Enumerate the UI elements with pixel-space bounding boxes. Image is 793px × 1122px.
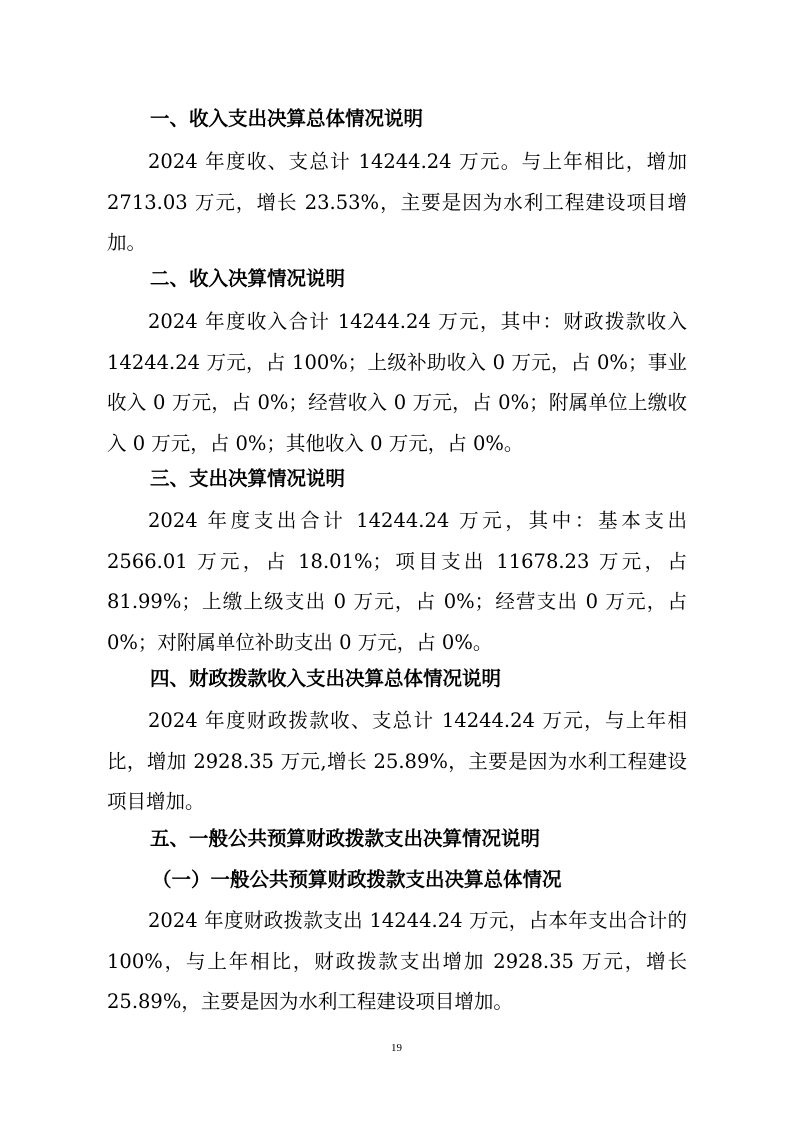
page-number: 19: [391, 1042, 402, 1054]
section-1-heading: 一、收入支出决算总体情况说明: [150, 107, 424, 130]
section-4-heading: 四、财政拨款收入支出决算总体情况说明: [150, 667, 502, 690]
section-1-paragraph: 2024 年度收、支总计 14244.24 万元。与上年相比，增加 2713.03 万元，增长 23.53%，主要是因为水利工程建设项目增加。: [107, 150, 687, 255]
section-3-heading: 三、支出决算情况说明: [150, 467, 346, 490]
section-2-heading: 二、收入决算情况说明: [150, 267, 346, 290]
section-5-paragraph: 2024 年度财政拨款支出 14244.24 万元，占本年支出合计的 100%，与上年相比，财政拨款支出增加 2928.35 万元，增长 25.89%，主要是因为水利工程建设项目增加。: [107, 909, 687, 1014]
section-5-subheading: （一）一般公共预算财政拨款支出决算总体情况: [152, 868, 562, 891]
section-5-heading: 五、一般公共预算财政拨款支出决算情况说明: [150, 827, 541, 850]
section-2-paragraph: 2024 年度收入合计 14244.24 万元，其中：财政拨款收入 14244.24 万元，占 100%；上级补助收入 0 万元，占 0%；事业收入 0 万元，占 0%；经营收入 0 万元，占 0%；附属单位上缴收入 0 万元，占 0%；其他收入 0 万元，占 0%。: [107, 310, 687, 456]
section-3-paragraph: 2024 年度支出合计 14244.24 万元，其中：基本支出 2566.01 万元，占 18.01%；项目支出 11678.23 万元，占 81.99%；上缴上级支出 0 万元，占 0%；经营支出 0 万元，占 0%；对附属单位补助支出 0 万元，占 0%。: [107, 509, 687, 655]
section-4-paragraph: 2024 年度财政拨款收、支总计 14244.24 万元，与上年相比，增加 2928.35 万元,增长 25.89%，主要是因为水利工程建设项目增加。: [107, 709, 687, 814]
